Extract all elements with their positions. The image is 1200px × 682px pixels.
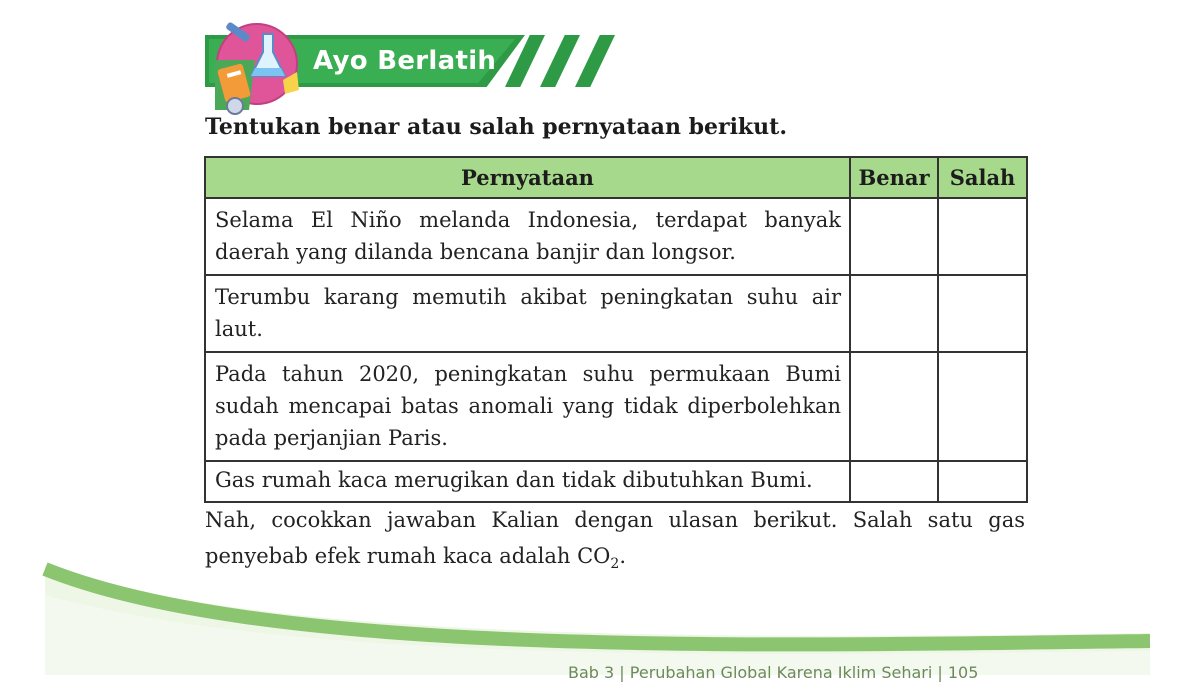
- page-footer: Bab 3 | Perubahan Global Karena Iklim Sehari | 105: [568, 663, 979, 682]
- statement-cell: Selama El Niño melanda Indonesia, terdapat banyak daerah yang dilanda bencana banjir dan longsor.: [205, 198, 850, 275]
- statement-cell: Gas rumah kaca merugikan dan tidak dibutuhkan Bumi.: [205, 461, 850, 502]
- true-answer-box[interactable]: [850, 275, 938, 352]
- false-answer-box[interactable]: [938, 198, 1027, 275]
- co2-subscript: 2: [610, 556, 620, 573]
- closing-text: Nah, cocokkan jawaban Kalian dengan ulasan berikut. Salah satu gas penyebab efek rumah kaca adalah CO: [205, 508, 1025, 568]
- table-row: [205, 461, 1027, 502]
- closing-end: .: [619, 544, 627, 568]
- table-row: [205, 352, 1027, 461]
- false-answer-box[interactable]: [938, 275, 1027, 352]
- true-answer-box[interactable]: [850, 352, 938, 461]
- header-false: Salah: [938, 157, 1027, 198]
- science-tools-icon: [205, 20, 305, 115]
- table-header-row: [205, 157, 1027, 198]
- statement-cell: Terumbu karang memutih akibat peningkatan suhu air laut.: [205, 275, 850, 352]
- table-row: [205, 275, 1027, 352]
- banner-slash: [540, 35, 580, 87]
- table-row: [205, 198, 1027, 275]
- banner-title: Ayo Berlatih: [313, 46, 497, 76]
- header-true: Benar: [850, 157, 938, 198]
- statement-cell: Pada tahun 2020, peningkatan suhu permukaan Bumi sudah mencapai batas anomali yang tidak diperbolehkan pada perjanjian Paris.: [205, 352, 850, 461]
- false-answer-box[interactable]: [938, 461, 1027, 502]
- exercise-banner: [205, 20, 625, 115]
- true-answer-box[interactable]: [850, 198, 938, 275]
- banner-slash: [575, 35, 615, 87]
- true-answer-box[interactable]: [850, 461, 938, 502]
- header-statement: Pernyataan: [205, 157, 850, 198]
- true-false-table: [204, 156, 1028, 503]
- false-answer-box[interactable]: [938, 352, 1027, 461]
- instruction-heading: Tentukan benar atau salah pernyataan berikut.: [205, 114, 787, 140]
- footer-wave: [0, 555, 1200, 675]
